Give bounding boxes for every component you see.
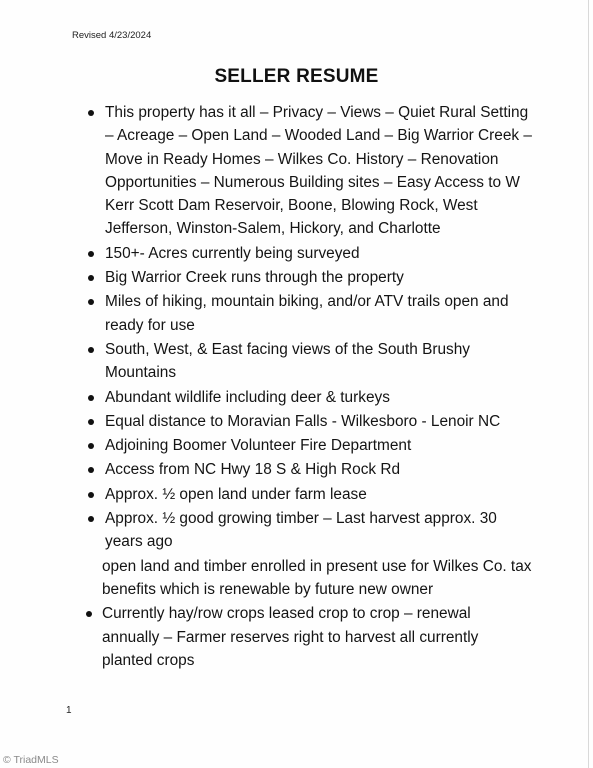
bullet-icon [88,299,94,305]
list-item-text: Access from NC Hwy 18 S & High Rock Rd [105,461,401,479]
list-item [82,410,532,433]
list-item [82,290,532,337]
list-item-text: Approx. ½ good growing timber – Last harvest approx. 30 years ago [105,510,497,551]
list-item-text: Miles of hiking, mountain biking, and/or ATV trails open and ready for use [105,293,509,334]
watermark: © TriadMLS [3,754,59,766]
list-item [82,338,532,385]
final-list [82,602,532,672]
bullet-icon [88,492,94,498]
list-item-text: Approx. ½ open land under farm lease [105,485,367,503]
bullet-icon [88,419,94,425]
list-item-text: This property has it all – Privacy – Views – Quiet Rural Setting – Acreage – Open Land – Wooded Land – Big Warrior Creek – Move in Ready Homes – Wilkes Co. History – Renovation Opportunities – Numerous Building sites – Easy Access to W Kerr Scott Dam Reservoir, Boone, Blowing Rock, West Jefferson, Winston-Salem, Hickory, and Charlotte [105,104,532,238]
bullet-icon [88,395,94,401]
feature-list [82,101,532,554]
bullet-icon [88,347,94,353]
bullet-icon [88,110,94,116]
bullet-icon [88,251,94,257]
list-item [82,101,532,241]
list-item [82,242,532,265]
list-item-text: Currently hay/row crops leased crop to crop – renewal annually – Farmer reserves right to harvest all currently planted crops [102,605,479,669]
list-item-text: 150+- Acres currently being surveyed [105,244,360,262]
list-item-text: Adjoining Boomer Volunteer Fire Department [105,437,412,455]
list-item [82,434,532,457]
list-item [82,458,532,481]
list-item [82,507,532,554]
bullet-icon [88,275,94,281]
page-number: 1 [66,705,72,716]
list-item [82,386,532,409]
list-item [82,602,532,672]
list-item [82,266,532,289]
bullet-icon [86,611,92,617]
revised-date: Revised 4/23/2024 [72,30,152,41]
resume-content [82,101,532,673]
list-item-text: Abundant wildlife including deer & turkeys [105,388,390,406]
page-title: SELLER RESUME [214,66,379,87]
list-item-text: Equal distance to Moravian Falls - Wilkesboro - Lenoir NC [105,412,501,430]
list-item [82,483,532,506]
continuation-paragraph: open land and timber enrolled in present use for Wilkes Co. tax benefits which is renewable by future new owner [102,557,532,598]
bullet-icon [88,516,94,522]
bullet-icon [88,443,94,449]
page-edge [588,0,589,768]
bullet-icon [88,467,94,473]
list-item-text: South, West, & East facing views of the South Brushy Mountains [105,340,471,382]
list-item-text: Big Warrior Creek runs through the property [105,269,404,287]
